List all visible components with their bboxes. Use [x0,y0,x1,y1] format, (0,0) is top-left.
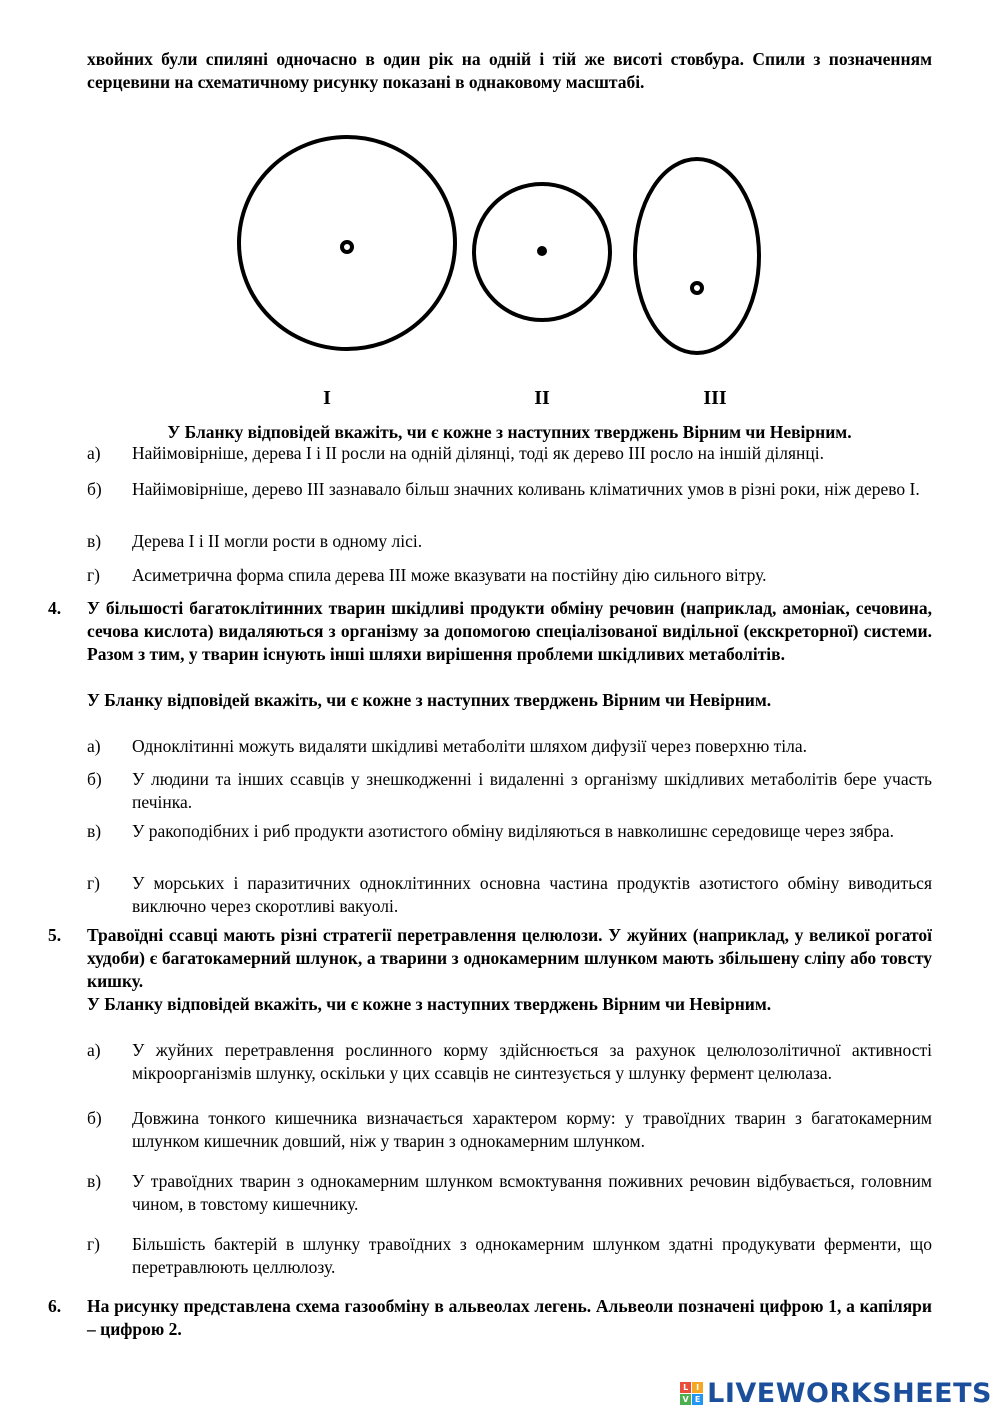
cross-section-3 [635,159,759,353]
pith-2 [537,246,547,256]
tree-cross-sections-figure [230,125,790,415]
q5-text: Травоїдні ссавці мають різні стратегії перетравлення целюлози. У жуйних (наприклад, у великої рогатої худоби) є багатокамерний шлунок, а тварини з однокамерним шлунком мають збільшену сліпу або товсту кишку. [87,925,932,991]
item-text: У людини та інших ссавців у знешкодженні і видаленні з організму шкідливих метаболітів бере участь печінка. [132,769,932,812]
brand-name: LIVEWORKSHEETS [707,1377,992,1409]
item-text: Довжина тонкого кишечника визначається характером корму: у травоїдних тварин з багатокамерним шлунком кишечник довший, ніж у тварин з однокамерним шлунком. [132,1108,932,1151]
q3-item-a [87,442,932,465]
item-text: Найімовірніше, дерево III зазнавало більш значних коливань кліматичних умов в різні роки, ніж дерево I. [132,479,920,499]
item-text: Дерева I і II могли рости в одному лісі. [132,531,423,551]
item-text: Більшість бактерій в шлунку травоїдних з однокамерним шлунком здатні продукувати ферменти, що перетравлюють целлюлозу. [132,1234,932,1277]
item-letter: в) [87,821,102,841]
item-letter: г) [87,873,101,893]
logo-letter: V [680,1394,691,1405]
item-text: Найімовірніше, дерева I і II росли на одній ділянці, тоді як дерево III росло на іншій ділянці. [132,443,825,463]
q5-item-b [87,1107,932,1153]
q5-item-d [87,1233,932,1279]
logo-letter: E [692,1394,703,1405]
item-text: У ракоподібних і риб продукти азотистого обміну виділяються в навколишнє середовище через зябра. [132,821,895,841]
pith-3 [692,283,702,293]
q4-text: У більшості багатоклітинних тварин шкідливі продукти обміну речовин (наприклад, амоніак, сечовина, сечова кислота) видаляються з організму за допомогою спеціалізованої видільної (екскреторної) системи. Разом з тим, у тварин існують інші шляхи вирішення проблеми шкідливих метаболітів. [87,598,932,664]
pith-1 [342,242,352,252]
q5-instruction: У Бланку відповідей вкажіть, чи є кожне з наступних тверджень Вірним чи Невірним. [87,994,772,1014]
q6-number: 6. [48,1296,62,1316]
item-letter: а) [87,443,101,463]
item-letter: б) [87,479,102,499]
item-letter: г) [87,565,101,585]
figure-label-3: III [703,387,727,409]
q6-text: На рисунку представлена схема газообміну в альвеолах легень. Альвеоли позначені цифрою 1, а капіляри – цифрою 2. [87,1296,932,1339]
q4-item-d [87,872,932,918]
intro-paragraph: хвойних були спиляні одночасно в один рік на одній і тій же висоті стовбура. Спили з позначенням серцевини на схематичному рисунку показані в однаковому масштабі. [87,49,932,92]
item-letter: а) [87,736,101,756]
q4-number: 4. [48,598,62,618]
item-text: У жуйних перетравлення рослинного корму здійснюється за рахунок целюлозолітичної активності мікроорганізмів шлунку, оскільки у цих ссавців не синтезується у шлунку фермент целюлаза. [132,1040,932,1083]
q5-item-a [87,1039,932,1085]
q3-item-c [87,530,932,553]
q4-instruction: У Бланку відповідей вкажіть, чи є кожне з наступних тверджень Вірним чи Невірним. [87,690,772,710]
item-text: Одноклітинні можуть видаляти шкідливі метаболіти шляхом дифузії через поверхню тіла. [132,736,808,756]
figure-label-2: II [534,387,550,409]
q4-item-a [87,735,932,758]
figure-label-1: I [323,387,331,409]
q3-item-b [87,478,932,501]
item-letter: б) [87,1108,102,1128]
q3-instruction: У Бланку відповідей вкажіть, чи є кожне з наступних тверджень Вірним чи Невірним. [167,422,852,442]
q5-item-c [87,1170,932,1216]
item-letter: а) [87,1040,101,1060]
logo-mark [680,1382,703,1405]
item-letter: в) [87,1171,102,1191]
item-text: Асиметрична форма спила дерева III може вказувати на постійну дію сильного вітру. [132,565,767,585]
logo-letter: I [692,1382,703,1393]
q4-item-b [87,768,932,814]
logo-letter: L [680,1382,691,1393]
q4-item-c [87,820,932,843]
q5-number: 5. [48,925,62,945]
item-letter: б) [87,769,102,789]
item-letter: г) [87,1234,101,1254]
item-letter: в) [87,531,102,551]
liveworksheets-logo [680,1376,992,1410]
item-text: У травоїдних тварин з однокамерним шлунком всмоктування поживних речовин відбувається, головним чином, в товстому кишечнику. [132,1171,932,1214]
q3-item-d [87,564,932,587]
item-text: У морських і паразитичних одноклітинних основна частина продуктів азотистого обміну виводиться виключно через скоротливі вакуолі. [132,873,932,916]
